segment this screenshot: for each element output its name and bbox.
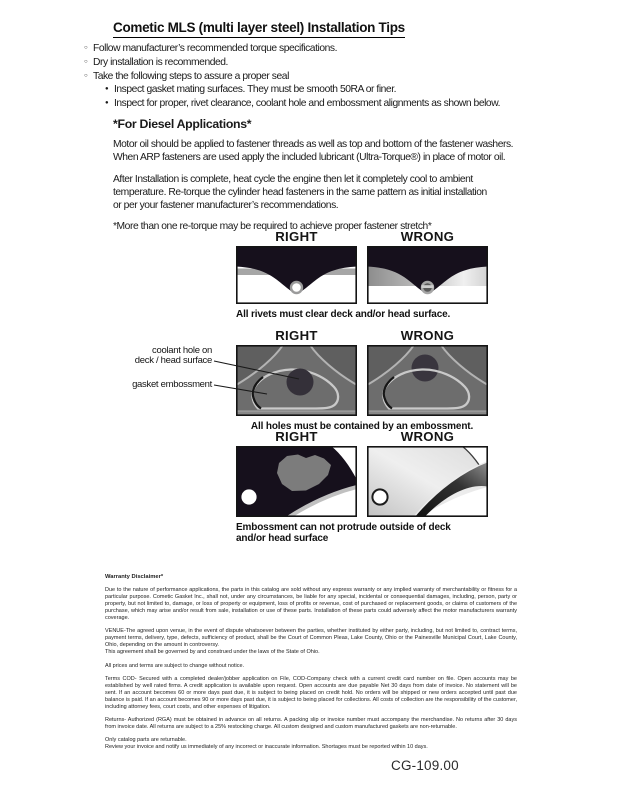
warranty-fine-print bbox=[105, 574, 517, 758]
wrong-label: WRONG bbox=[400, 328, 455, 343]
right-label: RIGHT bbox=[275, 229, 318, 244]
text-line: ○ Take the following steps to assure a proper seal bbox=[84, 70, 570, 84]
right-label: RIGHT bbox=[275, 429, 318, 444]
text-line: Terms COD- Secured with a completed dealer/jobber application on File, COD-Company check with a current credit card number on file. Open accounts may be established by well rated firms. A credit application is available upon request. Open accounts are due payable Net 30 days from date of invoice. No statement will be sent. If an account becomes 60 or more days past due, it is subject to being placed on credit hold. No orders will be shipped or new orders accepted until past due balance is paid. If an account becomes 90 or more days past due, it is subject to being placed for collections. All costs of collection are the responsibility of the customer, including attorney fees, court costs, and other expenses of litigation. bbox=[105, 675, 517, 710]
coolant-hole-label bbox=[90, 346, 212, 367]
text-line: Review your invoice and notify us immediately of any incorrect or inaccurate information. Shortages must be reported within 10 days. bbox=[105, 744, 428, 751]
page-code: CG-109.00 bbox=[391, 758, 459, 773]
wrong-label: WRONG bbox=[400, 429, 455, 444]
diagram-rivet-right bbox=[236, 246, 357, 304]
diagram-hole-right bbox=[236, 345, 357, 416]
diesel-heading: *For Diesel Applications* bbox=[113, 117, 252, 131]
text-line: ● Inspect gasket mating surfaces. They must be smooth 50RA or finer. bbox=[105, 83, 570, 97]
diagram-rivet-wrong bbox=[367, 246, 488, 304]
page-title: Cometic MLS (multi layer steel) Installation Tips bbox=[113, 20, 405, 38]
text-line: Embossment can not protrude outside of deck bbox=[236, 522, 451, 533]
figure-row2-labels bbox=[236, 329, 488, 343]
text-line: Only catalog parts are returnable. bbox=[105, 737, 187, 744]
row3-caption bbox=[236, 523, 488, 545]
bolt-hole bbox=[241, 489, 256, 504]
deck-line-through-rivet bbox=[422, 285, 434, 288]
figure-row-rivets bbox=[236, 230, 488, 321]
diagram-protrusion-right bbox=[236, 446, 357, 517]
figure-row-holes bbox=[236, 329, 488, 433]
text-line: After Installation is complete, heat cycle the engine then let it completely cool to ambient bbox=[113, 173, 473, 185]
figure-row1-labels bbox=[236, 230, 488, 244]
text-line: deck / head surface bbox=[134, 355, 212, 367]
diagram-protrusion-wrong bbox=[367, 446, 488, 517]
figure-row3-diagrams bbox=[236, 446, 488, 517]
text-line: All prices and terms are subject to change without notice. bbox=[105, 662, 245, 669]
retorque-note: *More than one re-torque may be required to achieve proper fastener stretch* bbox=[113, 221, 432, 233]
gasket-embossment-label: gasket embossment bbox=[132, 379, 212, 390]
warranty-paragraphs bbox=[105, 587, 517, 751]
figure-row3-labels bbox=[236, 430, 488, 444]
text-line: VENUE-The agreed upon venue, in the event of dispute whatsoever between the parties, whether instituted by either party, including, but not limited to, contract terms, payment terms, delivery, type, defects, sufficiency of product, shall be the Court of Common Pleas, Lake County, Ohio or the Painesville Municipal Court, Lake County, Ohio, depending on the amount in controversy. bbox=[105, 628, 517, 649]
row2-caption: All holes must be contained by an embossment. bbox=[250, 421, 474, 432]
coolant-hole bbox=[287, 369, 314, 396]
right-label: RIGHT bbox=[275, 328, 318, 343]
row1-caption: All rivets must clear deck and/or head surface. bbox=[236, 309, 451, 320]
diagram-hole-wrong bbox=[367, 345, 488, 416]
installation-tips-list bbox=[84, 42, 570, 111]
diesel-section bbox=[113, 118, 583, 233]
text-line: Due to the nature of performance applications, the parts in this catalog are sold without any express warranty or any implied warranty of merchantability or fitness for a particular purpose. Cometic Gasket Inc., shall not, under any circumstances, be liable for any special, incidental or consequential damages, including, person, party or property, but not limited to, damage, or loss of property or equipment, loss of profits or revenue, cost of purchased or replacement goods, or claims of customers of the purchase, which may arise and/or result from sale, installation or use of these parts. Installation of these parts could adversely affect the motor manufacturers warranty coverage. bbox=[105, 587, 517, 622]
diesel-paragraph-1 bbox=[113, 138, 583, 164]
wrong-label: WRONG bbox=[400, 229, 455, 244]
text-line: ○ Follow manufacturer’s recommended torque specifications. bbox=[84, 42, 570, 56]
text-line: When ARP fasteners are used apply the included lubricant (Ultra-Torque®) in place of motor oil. bbox=[113, 152, 506, 164]
text-line: This agreement shall be governed by and construed under the laws of the State of Ohio. bbox=[105, 649, 320, 656]
text-line: ● Inspect for proper, rivet clearance, coolant hole and embossment alignments as shown below. bbox=[105, 97, 570, 111]
figure-row1-diagrams bbox=[236, 246, 488, 304]
text-line: temperature. Re-torque the cylinder head fasteners in the same pattern as initial installation bbox=[113, 186, 487, 198]
figure-row2-diagrams bbox=[236, 345, 488, 416]
text-line: Motor oil should be applied to fastener threads as well as top and bottom of the fastener washers. bbox=[113, 139, 514, 151]
figure-row-protrusion bbox=[236, 430, 488, 545]
coolant-hole bbox=[412, 355, 439, 382]
diesel-paragraph-2 bbox=[113, 173, 583, 213]
text-line: coolant hole on bbox=[152, 345, 212, 356]
bolt-hole bbox=[372, 489, 387, 504]
text-line: or per your fastener manufacturer’s recommendations. bbox=[113, 200, 339, 212]
text-line: Returns- Authorized (RGA) must be obtained in advance on all returns. A packing slip or invoice number must accompany the merchandise. No returns after 30 days from invoice date. All returns are subject to a 25% restocking charge. All custom designed and custom manufactured gaskets are non-returnable. bbox=[105, 717, 517, 730]
text-line: ○ Dry installation is recommended. bbox=[84, 56, 570, 70]
text-line: and/or head surface bbox=[236, 532, 329, 544]
warranty-heading: Warranty Disclaimer* bbox=[105, 574, 164, 580]
